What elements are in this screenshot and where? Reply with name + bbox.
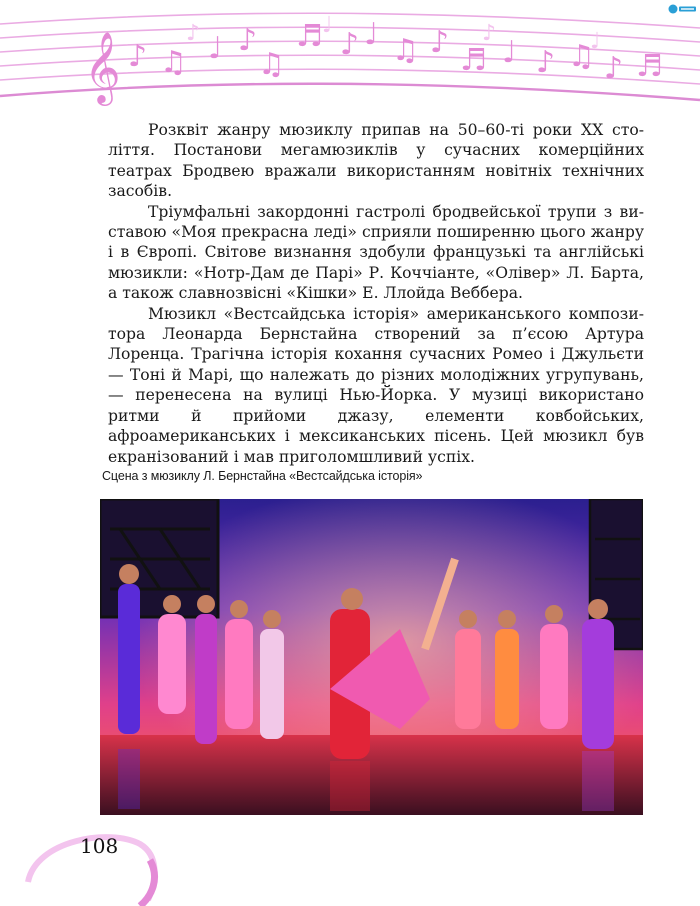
paragraph: Тріумфальні закордонні гастролі бродвейської трупи з виставою «Моя прекрасна леді» сприяли поширенню цього жанру і в Європі. Світове визнання здобули французькі та англійські мюзикли: «Нотр-Дам де Парі» Р. Коччіанте, «Олівер» Л. Барта, а також славнозвісні «Кішки» Е. Ллойда Веббера. [108,202,644,303]
stage-photo [100,499,643,815]
svg-text:♪: ♪ [430,25,450,60]
page-number: 108 [80,834,119,858]
svg-text:♫: ♫ [392,33,419,68]
svg-text:♩: ♩ [502,35,517,70]
svg-text:♪: ♪ [536,45,556,80]
svg-text:♪: ♪ [340,27,360,62]
svg-text:♩: ♩ [322,13,333,38]
music-staff-decoration [0,0,700,110]
svg-text:♫: ♫ [160,45,187,80]
svg-text:♫: ♫ [568,39,595,74]
svg-text:♩: ♩ [208,31,223,66]
svg-text:♩: ♩ [364,17,379,52]
figure-caption: Сцена з мюзиклу Л. Бернстайна «Вестсайдська історія» [102,469,423,483]
svg-text:♫: ♫ [258,47,285,82]
page-corner-swoosh [0,820,180,906]
svg-text:♬: ♬ [296,19,323,54]
treble-clef-icon: 𝄞 [84,30,121,103]
article-body [108,120,644,467]
svg-text:♪: ♪ [128,39,148,74]
paragraph: Розквіт жанру мюзиклу припав на 50–60-ті роки XX століття. Постанови мегамюзиклів у сучасних комерційних театрах Бродвею вражали використанням новітніх технічних засобів. [108,121,644,201]
paragraph: Мюзикл «Вестсайдська історія» американського композитора Леонарда Бернстайна створений за п’єсою Артура Лоренца. Трагічна історія кохання сучасних Ромео і Джульєти — Тоні й Марі, що належать до різних молодіжних угрупувань,— перенесена на вулиці Нью-Йорка. У музиці використано ритми й прийоми джазу, елементи ковбойських, афроамериканських і мексиканських пісень. Цей мюзикл був екранізований і мав приголомшливий успіх. [108,304,644,466]
svg-text:♬: ♬ [460,43,487,78]
svg-text:♪: ♪ [482,21,497,46]
svg-text:♪: ♪ [604,51,624,86]
svg-text:♩: ♩ [590,29,601,54]
publisher-logo-icon [668,2,698,16]
svg-text:♬: ♬ [636,49,663,84]
svg-text:♪: ♪ [186,21,201,46]
svg-text:♪: ♪ [238,23,258,58]
